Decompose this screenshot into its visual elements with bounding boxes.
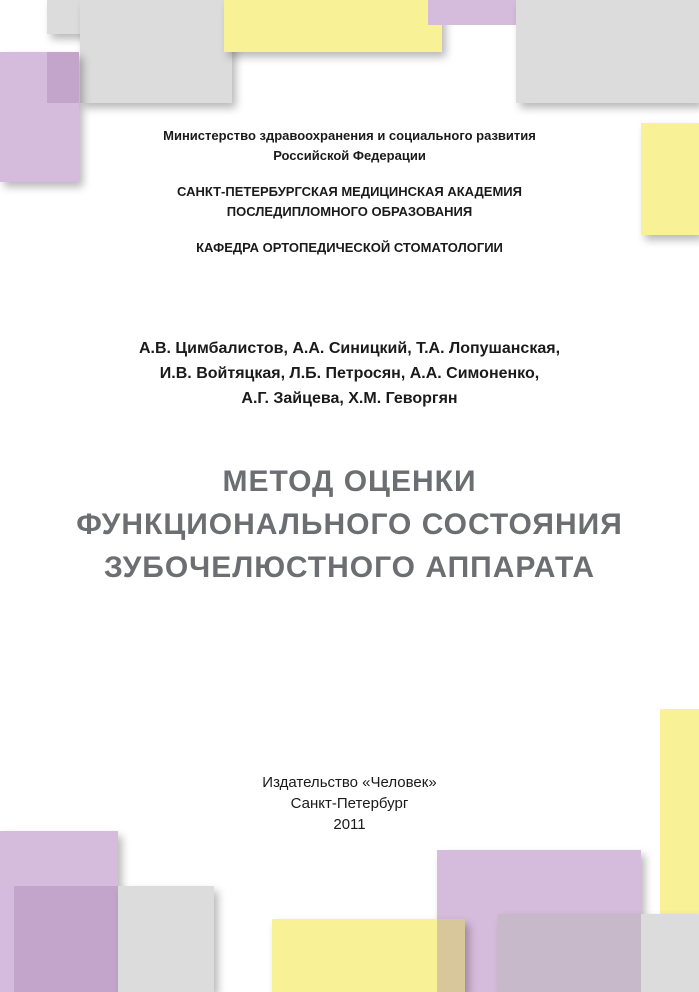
- authors: [0, 336, 699, 411]
- academy-line: ПОСЛЕДИПЛОМНОГО ОБРАЗОВАНИЯ: [226, 204, 473, 219]
- authors-line: А.Г. Зайцева, Х.М. Геворгян: [241, 390, 458, 407]
- title-line: МЕТОД ОЦЕНКИ: [222, 465, 477, 498]
- decor-square-yellow-top: [224, 0, 442, 52]
- department-name: КАФЕДРА ОРТОПЕДИЧЕСКОЙ СТОМАТОЛОГИИ: [196, 240, 503, 255]
- academy-name: [0, 182, 699, 222]
- institution-header: [0, 126, 699, 258]
- decor-square-gray-top: [516, 0, 699, 103]
- decor-square-overlap: [437, 919, 465, 992]
- ministry-line: Российской Федерации: [273, 148, 426, 163]
- decor-square-gray-bottom: [118, 886, 214, 992]
- decor-square-gray-top: [80, 0, 232, 103]
- decor-square-overlap: [47, 52, 79, 103]
- publisher-city: Санкт-Петербург: [290, 795, 409, 812]
- publisher-name: Издательство «Человек»: [262, 774, 437, 791]
- title-line: ФУНКЦИОНАЛЬНОГО СОСТОЯНИЯ: [76, 508, 623, 541]
- decor-square-overlap: [14, 886, 118, 992]
- ministry-name: [0, 126, 699, 166]
- publisher-block: [0, 772, 699, 835]
- decor-square-purple-top: [428, 0, 516, 25]
- academy-line: САНКТ-ПЕТЕРБУРГСКАЯ МЕДИЦИНСКАЯ АКАДЕМИЯ: [177, 184, 522, 199]
- publication-year: 2011: [333, 816, 366, 833]
- authors-line: И.В. Войтяцкая, Л.Б. Петросян, А.А. Симоненко,: [159, 365, 540, 382]
- title-line: ЗУБОЧЕЛЮСТНОГО АППАРАТА: [103, 551, 596, 584]
- book-title: [0, 460, 699, 589]
- authors-line: А.В. Цимбалистов, А.А. Синицкий, Т.А. Лопушанская,: [138, 340, 561, 357]
- ministry-line: Министерство здравоохранения и социального развития: [163, 128, 536, 143]
- decor-square-overlap: [498, 914, 641, 992]
